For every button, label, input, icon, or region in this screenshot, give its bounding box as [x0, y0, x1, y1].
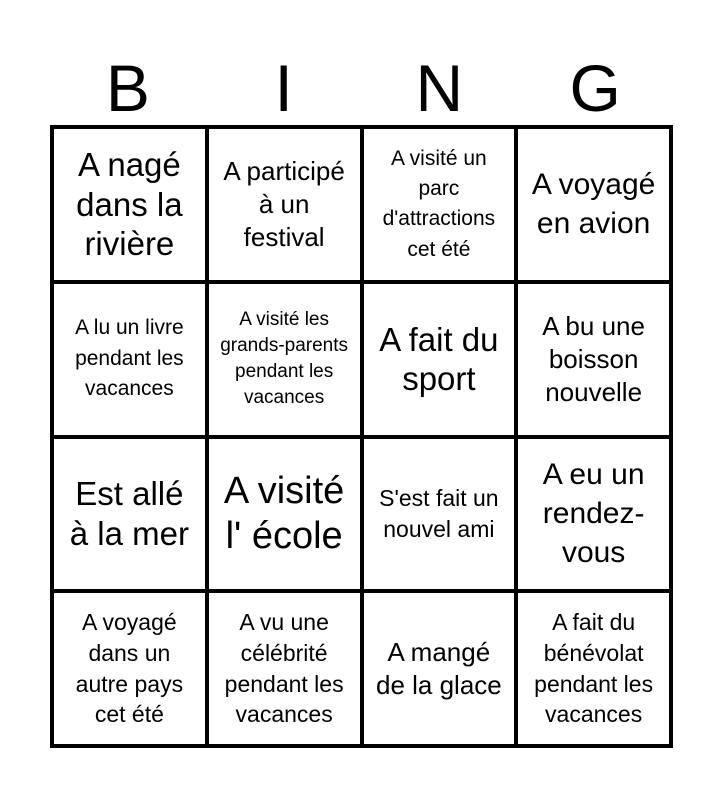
- bingo-cell-text: A voyagé dans un autre pays cet été: [75, 609, 184, 728]
- bingo-cell[interactable]: [209, 593, 360, 744]
- bingo-cell[interactable]: [54, 593, 205, 744]
- header-letter-i: I: [274, 51, 293, 125]
- bingo-cell[interactable]: [518, 439, 669, 590]
- bingo-cell-text: A mangé de la glace: [375, 636, 502, 700]
- bingo-cell[interactable]: [518, 593, 669, 744]
- bingo-cell[interactable]: [209, 439, 360, 590]
- bingo-cell-text: A fait du sport: [379, 320, 499, 398]
- bingo-header: [50, 52, 673, 124]
- bingo-cell[interactable]: [364, 593, 515, 744]
- header-letter-b: B: [105, 51, 150, 125]
- bingo-cell[interactable]: [364, 129, 515, 280]
- header-letter-g: G: [569, 51, 621, 125]
- bingo-cell-text: S'est fait un nouvel ami: [379, 485, 499, 542]
- bingo-cell[interactable]: [54, 129, 205, 280]
- bingo-cell-text: A visité les grands-parents pendant les vacances: [220, 308, 349, 409]
- bingo-cell-text: A fait du bénévolat pendant les vacances: [534, 609, 654, 728]
- bingo-cell[interactable]: [518, 129, 669, 280]
- header-letter-n: N: [415, 51, 464, 125]
- bingo-cell-text: A eu un rendez-vous: [542, 458, 645, 570]
- bingo-cell[interactable]: [209, 129, 360, 280]
- bingo-cell-text: A bu une boisson nouvelle: [542, 310, 645, 407]
- bingo-cell[interactable]: [54, 439, 205, 590]
- bingo-cell-text: A voyagé en avion: [531, 168, 656, 241]
- bingo-cell[interactable]: [364, 439, 515, 590]
- bingo-cell-text: A visité un parc d'attractions cet été: [382, 146, 496, 261]
- bingo-cell[interactable]: [54, 284, 205, 435]
- bingo-cell-text: A nagé dans la rivière: [76, 145, 183, 263]
- bingo-cell-text: A participé à un festival: [223, 155, 345, 252]
- bingo-card: [50, 125, 673, 748]
- bingo-cell-text: A visité l' école: [223, 470, 345, 557]
- bingo-cell[interactable]: [209, 284, 360, 435]
- bingo-cell[interactable]: [518, 284, 669, 435]
- bingo-cell-text: Est allé à la mer: [69, 475, 189, 552]
- bingo-cell[interactable]: [364, 284, 515, 435]
- bingo-cell-text: A lu un livre pendant les vacances: [75, 316, 184, 401]
- bingo-cell-text: A vu une célébrité pendant les vacances: [224, 609, 344, 728]
